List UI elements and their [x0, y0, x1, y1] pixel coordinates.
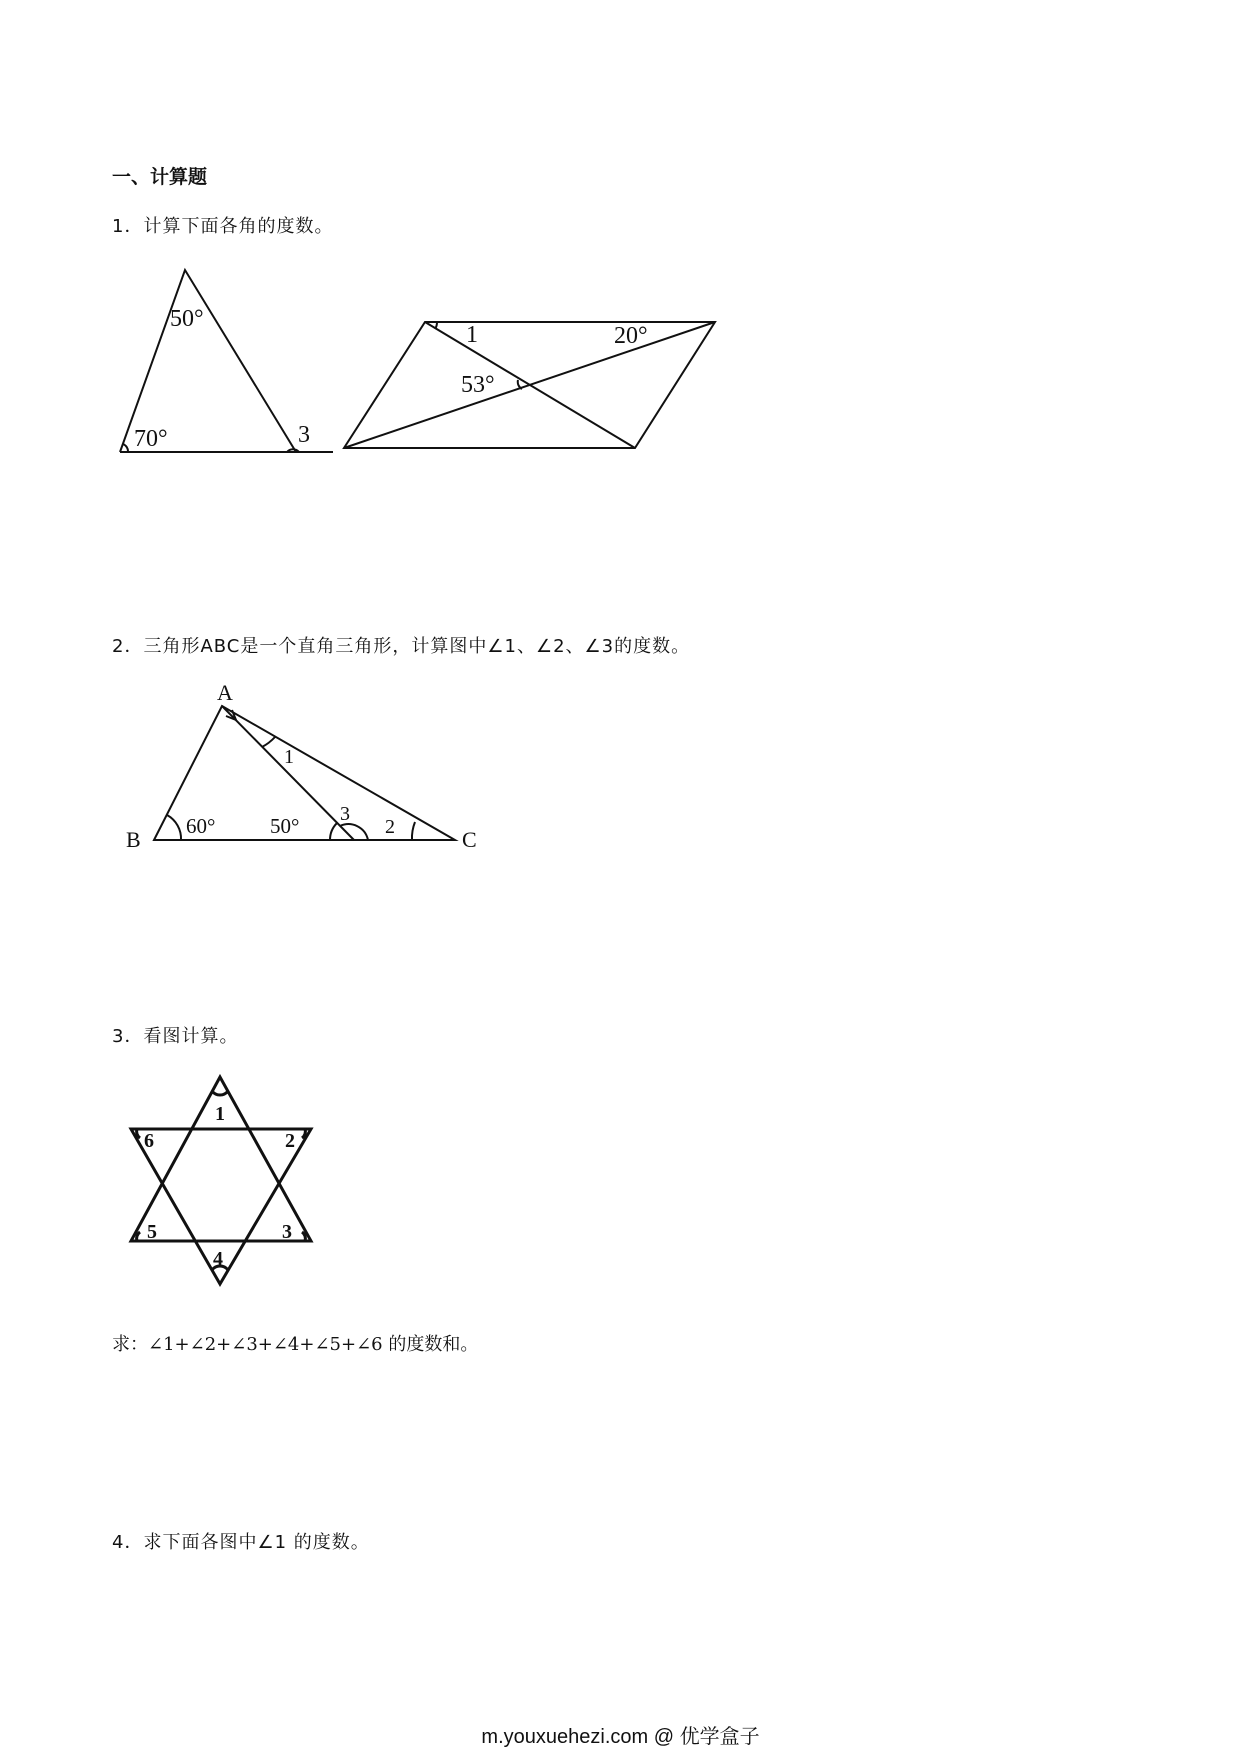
figure-1a-left-angle: 70°: [134, 426, 168, 452]
figure-1b-angle-1: 1: [466, 322, 478, 348]
angle-3-label: 3: [340, 803, 350, 825]
star-angle-2: 2: [285, 1130, 295, 1152]
star-angle-1: 1: [215, 1103, 225, 1125]
question-1: 1．计算下面各角的度数。: [112, 216, 334, 237]
question-3: 3．看图计算。: [112, 1026, 239, 1047]
star-angle-6: 6: [144, 1130, 154, 1152]
vertex-b-label: B: [126, 827, 141, 852]
angle-50-label: 50°: [270, 814, 300, 838]
angle-1-label: 1: [284, 746, 294, 768]
star-angle-5: 5: [147, 1221, 157, 1243]
figure-1a-exterior-angle: 3: [298, 422, 310, 448]
vertex-a-label: A: [217, 680, 233, 705]
angle-2-label: 2: [385, 816, 395, 838]
question-3-ask: 求：∠1+∠2+∠3+∠4+∠5+∠6 的度数和。: [112, 1334, 479, 1355]
section-title: 一、计算题: [112, 166, 208, 188]
figure-1a-top-angle: 50°: [170, 306, 204, 332]
footer-watermark: m.youxuehezi.com @ 优学盒子: [481, 1726, 760, 1748]
angle-60-label: 60°: [186, 814, 216, 838]
figure-1b-angle-53: 53°: [461, 372, 495, 398]
star-angle-3: 3: [282, 1221, 292, 1243]
figure-1b-angle-20: 20°: [614, 323, 648, 349]
figure-1b-parallelogram: [344, 322, 715, 448]
question-4: 4．求下面各图中∠1 的度数。: [112, 1532, 370, 1553]
star-angle-4: 4: [213, 1248, 223, 1270]
question-2: 2．三角形ABC是一个直角三角形，计算图中∠1、∠2、∠3的度数。: [112, 636, 691, 657]
vertex-c-label: C: [462, 827, 477, 852]
